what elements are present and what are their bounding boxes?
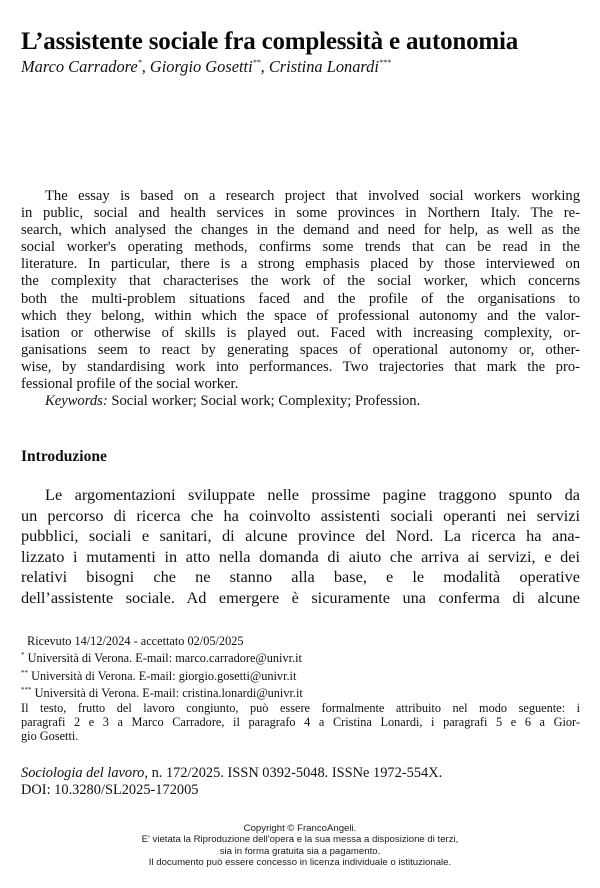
keywords-text: Social worker; Social work; Complexity; Profession.: [107, 393, 421, 410]
abstract-line: fessional profile of the social worker.: [21, 376, 239, 393]
journal-details: , n. 172/2025. ISSN 0392-5048. ISSNe 1972-554X.: [144, 765, 443, 781]
footnote-affiliation: [21, 648, 580, 665]
copyright-line: Copyright © FrancoAngeli.: [243, 823, 357, 834]
introduction-body: [21, 485, 580, 609]
copyright-notice: [0, 823, 600, 869]
doi-link[interactable]: DOI: 10.3280/SL2025-172005: [21, 782, 199, 798]
abstract-line: wise, by standardising work into performances. Two trajectories that mark the pro-: [21, 358, 580, 375]
abstract-line: in public, social and health services in some provinces in Northern Italy. The re-: [21, 205, 580, 222]
journal-citation: [21, 765, 442, 799]
footnote-affiliation: [21, 666, 580, 683]
abstract-line: social worker's operating methods, confirms some trends that can be read in the: [21, 239, 580, 256]
keywords-label: Keywords:: [45, 393, 108, 410]
received-date: Ricevuto 14/12/2024 - accettato 02/05/2025: [27, 634, 244, 648]
affiliation-text: Università di Verona. E-mail: giorgio.gosetti@univr.it: [28, 668, 297, 683]
author-name: Giorgio Gosetti: [149, 57, 253, 76]
abstract-line: which they belong, within which the space of professional autonomy and the valor-: [21, 307, 580, 324]
abstract-line: search, which analysed the changes in the demand and need for help, as well as the: [21, 222, 580, 239]
abstract-line: isation or otherwise of skills is played out. Faced with increasing complexity, or-: [21, 324, 580, 341]
abstract: [21, 188, 580, 410]
attribution-line: Il testo, frutto del lavoro congiunto, può essere formalmente attribuito nel modo seguente: i: [21, 700, 580, 715]
article-title: L’assistente sociale fra complessità e autonomia: [21, 27, 519, 55]
footnote-mark[interactable]: **: [252, 58, 261, 67]
footnote-mark[interactable]: *: [137, 58, 142, 67]
author-separator: ,: [260, 57, 269, 76]
abstract-line: both the multi-problem situations faced and the profile of the organisations to: [21, 290, 580, 307]
section-heading-introduzione: Introduzione: [21, 448, 107, 465]
author-name: Cristina Lonardi: [268, 57, 379, 76]
copyright-line: E' vietata la Riproduzione dell'opera e la sua messa a disposizione di terzi,: [141, 834, 459, 846]
footnote-mark: **: [21, 668, 28, 677]
abstract-line: the complexity that characterises the work of the social worker, which concerns: [21, 273, 580, 290]
body-line: pubblici, sociali e sanitari, di alcune province del Nord. La ricerca ha ana-: [21, 526, 580, 546]
footnotes: [21, 634, 580, 744]
abstract-line: ganisations seem to react by generating spaces of operational autonomy or, other-: [21, 341, 580, 358]
author-separator: ,: [141, 57, 150, 76]
copyright-line: sia in forma gratuita sia a pagamento.: [219, 845, 381, 857]
attribution-line: paragrafi 2 e 3 a Marco Carradore, il paragrafo 4 a Cristina Lonardi, i paragrafi 5 e 6 a Gior-: [21, 715, 580, 730]
body-line: lizzato i mutamenti in atto nella domanda di aiuto che arriva ai servizi, e dei: [21, 546, 580, 566]
footnote-affiliation: [21, 683, 580, 700]
journal-name: Sociologia del lavoro: [21, 765, 145, 781]
footnote-mark[interactable]: ***: [378, 58, 391, 67]
footnote-mark: ***: [21, 686, 32, 695]
affiliation-text: Università di Verona. E-mail: cristina.lonardi@univr.it: [31, 686, 303, 701]
abstract-line: The essay is based on a research project that involved social workers working: [45, 188, 580, 204]
abstract-line: literature. In particular, there is a strong emphasis placed by those interviewed on: [21, 256, 580, 273]
body-line: dell’assistente sociale. Ad emergere è sicuramente una conferma di alcune: [21, 587, 580, 607]
copyright-line: Il documento può essere concesso in licenza individuale o istituzionale.: [148, 857, 452, 869]
body-line: Le argomentazioni sviluppate nelle prossime pagine traggono spunto da: [45, 485, 580, 504]
attribution-line: gio Gosetti.: [21, 729, 79, 744]
author-list: [21, 57, 391, 77]
affiliation-text: Università di Verona. E-mail: marco.carradore@univr.it: [24, 651, 302, 666]
body-line: relativi bisogni che ne stanno alla base, e le modalità operative: [21, 567, 580, 587]
author-name: Marco Carradore: [21, 57, 138, 76]
keywords: [21, 393, 580, 410]
footnote-mark: *: [21, 651, 25, 660]
body-line: un percorso di ricerca che ha coinvolto assistenti sociali operanti nei servizi: [21, 505, 580, 525]
